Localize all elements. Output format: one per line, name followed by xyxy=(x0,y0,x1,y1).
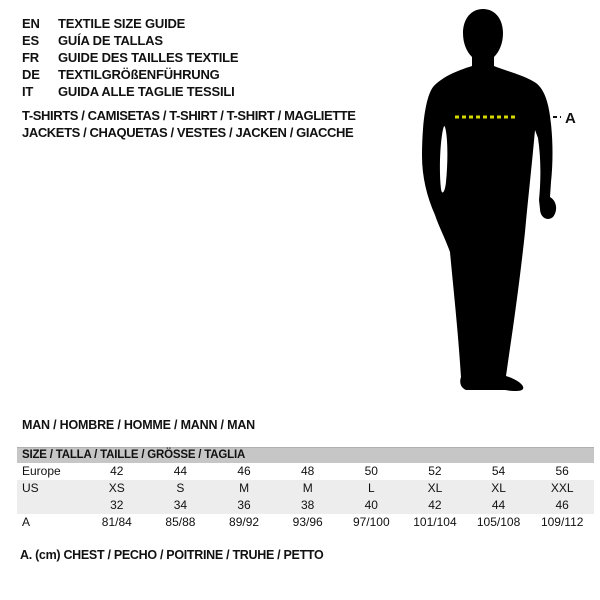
row-label: A xyxy=(22,515,31,529)
table-cell: 50 xyxy=(364,464,378,478)
lang-label: GUIDE DES TAILLES TEXTILE xyxy=(58,50,239,65)
size-table xyxy=(17,447,594,531)
table-cell: M xyxy=(302,481,313,495)
table-cell: XS xyxy=(108,481,125,495)
table-row-europe xyxy=(17,463,594,480)
table-cell: M xyxy=(239,481,250,495)
category-line-tshirts: T-SHIRTS / CAMISETAS / T-SHIRT / T-SHIRT / MAGLIETTE xyxy=(22,108,356,123)
size-table-header: SIZE / TALLA / TAILLE / GRÖSSE / TAGLIA xyxy=(17,447,594,463)
table-cell: 32 xyxy=(110,498,124,512)
category-line-jackets: JACKETS / CHAQUETAS / VESTES / JACKEN / GIACCHE xyxy=(22,125,354,140)
table-cell: 93/96 xyxy=(292,515,323,529)
table-cell: 89/92 xyxy=(229,515,260,529)
table-cell: 40 xyxy=(364,498,378,512)
lang-row-it xyxy=(22,83,238,100)
table-cell: S xyxy=(176,481,185,495)
lang-label: GUIDA ALLE TAGLIE TESSILI xyxy=(58,84,235,99)
table-cell: XXL xyxy=(550,481,574,495)
section-title-man: MAN / HOMBRE / HOMME / MANN / MAN xyxy=(22,418,255,432)
table-cell: L xyxy=(367,481,375,495)
row-label: Europe xyxy=(22,464,61,478)
chest-footnote: A. (cm) CHEST / PECHO / POITRINE / TRUHE / PETTO xyxy=(20,548,324,562)
table-cell: 44 xyxy=(173,464,188,478)
table-cell: 36 xyxy=(237,498,251,512)
lang-row-fr xyxy=(22,49,238,66)
lang-label: TEXTILGRÖßENFÜHRUNG xyxy=(58,67,220,82)
table-row-us xyxy=(17,480,594,497)
table-cell: 44 xyxy=(491,498,506,512)
table-cell: 101/104 xyxy=(413,515,457,529)
lang-code: EN xyxy=(22,16,40,31)
measure-label-a: A xyxy=(565,110,576,127)
lang-row-es xyxy=(22,32,238,49)
table-cell: XL xyxy=(427,481,443,495)
man-silhouette xyxy=(422,9,556,391)
row-label xyxy=(17,497,85,514)
lang-label: GUÍA DE TALLAS xyxy=(58,33,163,48)
table-cell: 54 xyxy=(491,464,506,478)
lang-label: TEXTILE SIZE GUIDE xyxy=(58,16,186,31)
lang-code: ES xyxy=(22,33,39,48)
table-row-alt-sizes xyxy=(17,497,594,514)
lang-code: FR xyxy=(22,50,39,65)
man-figure xyxy=(398,0,588,400)
table-cell: 85/88 xyxy=(165,515,196,529)
table-cell: 46 xyxy=(555,498,569,512)
table-cell: 105/108 xyxy=(476,515,521,529)
lang-row-en xyxy=(22,15,238,32)
table-cell: 52 xyxy=(428,464,442,478)
lang-code: IT xyxy=(22,84,34,99)
table-cell: XL xyxy=(491,481,506,495)
table-cell: 56 xyxy=(555,464,569,478)
table-cell: 48 xyxy=(301,464,315,478)
table-cell: 38 xyxy=(301,498,315,512)
table-cell: 34 xyxy=(173,498,188,512)
man-silhouette-svg xyxy=(398,0,588,400)
row-label: US xyxy=(22,481,39,495)
table-cell: 81/84 xyxy=(101,515,132,529)
table-cell: 42 xyxy=(110,464,124,478)
lang-row-de xyxy=(22,66,238,83)
language-list xyxy=(22,15,238,100)
table-cell: 42 xyxy=(428,498,442,512)
category-lines xyxy=(22,107,356,141)
table-cell: 97/100 xyxy=(352,515,390,529)
table-row-chest-a xyxy=(17,514,594,531)
lang-code: DE xyxy=(22,67,40,82)
table-cell: 109/112 xyxy=(540,515,584,529)
table-cell: 46 xyxy=(237,464,251,478)
